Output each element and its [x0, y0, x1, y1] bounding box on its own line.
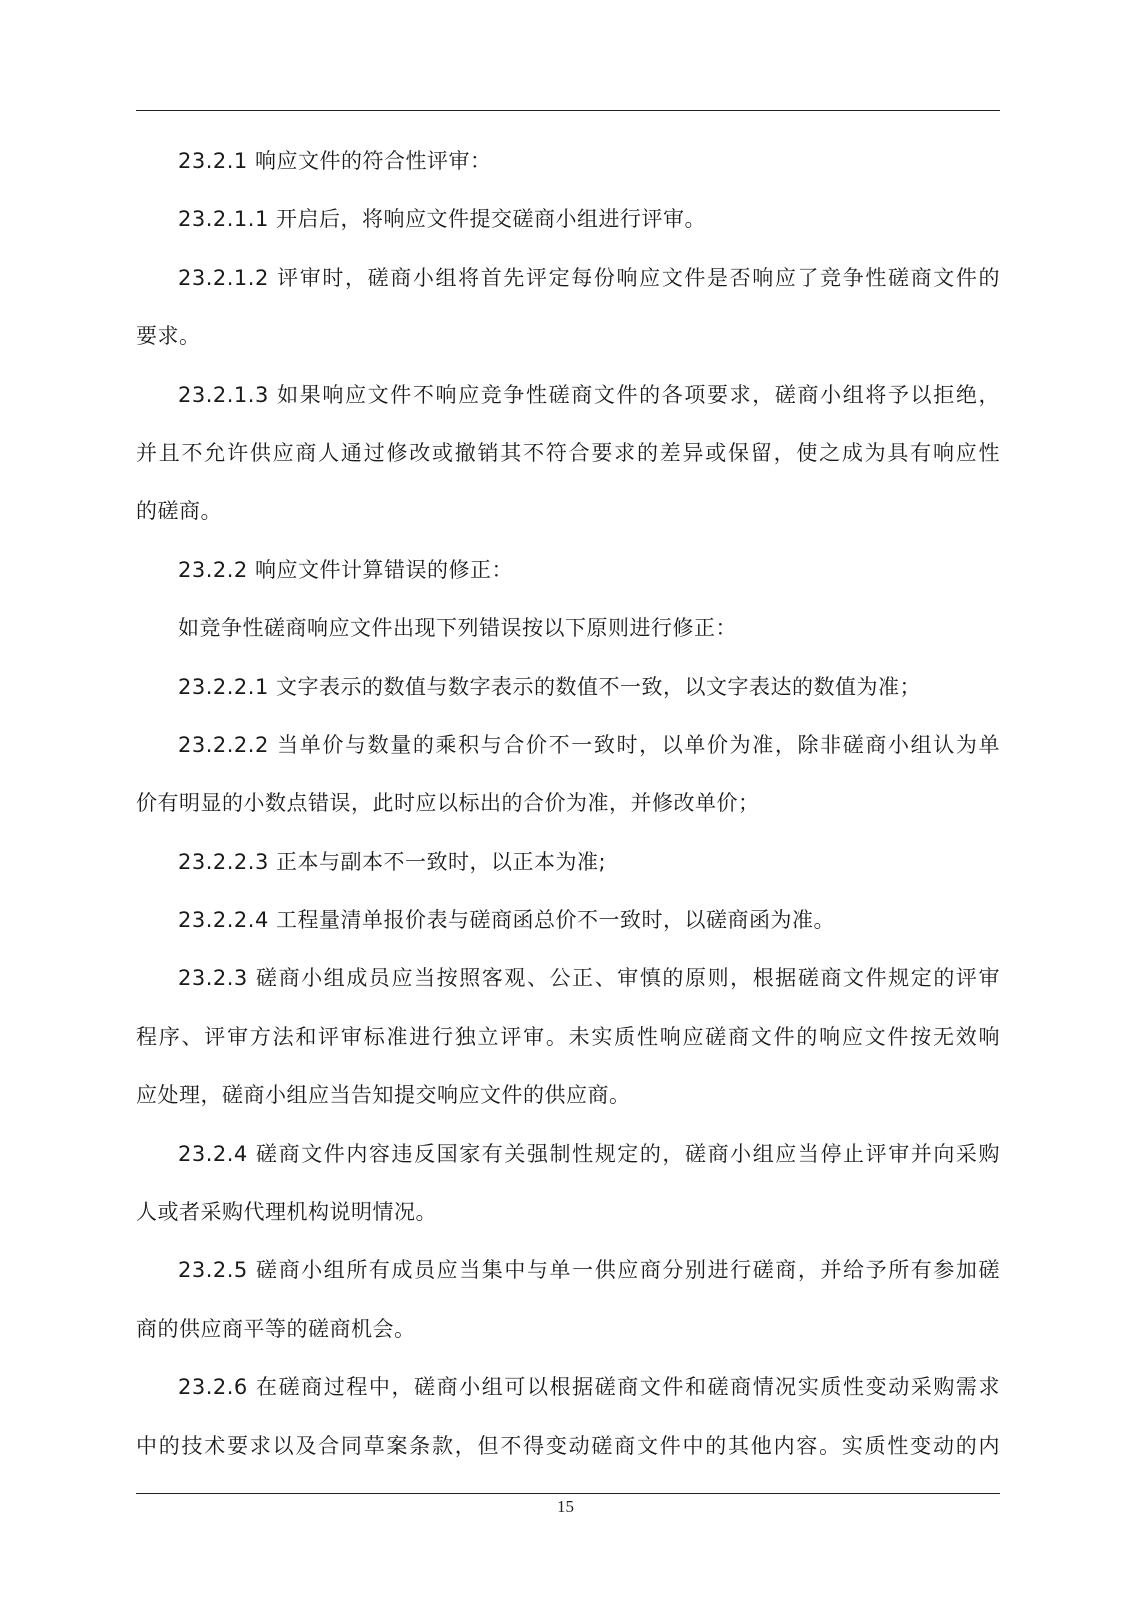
paragraph-23-2-5: [136, 1251, 1000, 1368]
paragraph-correction-intro: [136, 609, 1000, 667]
text-line: 23.2.1.3 如果响应文件不响应竞争性磋商文件的各项要求，磋商小组将予以拒绝，: [178, 382, 1000, 407]
paragraph-23-2-2: [136, 551, 1000, 609]
paragraph-23-2-4: [136, 1135, 1000, 1252]
text-line: 程序、评审方法和评审标准进行独立评审。未实质性响应磋商文件的响应文件按无效响: [136, 1024, 1000, 1049]
text-line: 要求。: [136, 324, 201, 349]
paragraph-23-2-2-3: [136, 843, 1000, 901]
text-line: 23.2.6 在磋商过程中，磋商小组可以根据磋商文件和磋商情况实质性变动采购需求: [178, 1375, 1000, 1400]
text-line: 的磋商。: [136, 499, 222, 524]
text-line: 23.2.2.1 文字表示的数值与数字表示的数值不一致，以文字表达的数值为准；: [178, 674, 922, 699]
text-line: 23.2.4 磋商文件内容违反国家有关强制性规定的，磋商小组应当停止评审并向采购: [178, 1141, 1000, 1166]
text-line: 如竞争性磋商响应文件出现下列错误按以下原则进行修正：: [178, 616, 737, 641]
paragraph-23-2-2-2: [136, 726, 1000, 843]
text-line: 商的供应商平等的磋商机会。: [136, 1316, 416, 1341]
text-line: 应处理，磋商小组应当告知提交响应文件的供应商。: [136, 1083, 631, 1108]
page-number: 15: [557, 1497, 574, 1516]
paragraph-23-2-1-1: [136, 200, 1000, 258]
text-line: 23.2.3 磋商小组成员应当按照客观、公正、审慎的原则，根据磋商文件规定的评审: [178, 966, 1000, 991]
footer-rule: [136, 1493, 1000, 1494]
paragraph-23-2-2-1: [136, 668, 1000, 726]
header-rule: [136, 110, 1000, 111]
paragraph-23-2-1-3: [136, 376, 1000, 551]
text-line: 23.2.2 响应文件计算错误的修正：: [178, 557, 513, 582]
text-line: 并且不允许供应商人通过修改或撤销其不符合要求的差异或保留，使之成为具有响应性: [136, 440, 1000, 465]
paragraph-23-2-3: [136, 959, 1000, 1134]
paragraph-23-2-1-2: [136, 259, 1000, 376]
paragraph-23-2-1: [136, 142, 1000, 200]
document-body: [136, 142, 1000, 1485]
text-line: 中的技术要求以及合同草案条款，但不得变动磋商文件中的其他内容。实质性变动的内: [136, 1433, 1000, 1458]
text-line: 23.2.1.1 开启后，将响应文件提交磋商小组进行评审。: [178, 207, 707, 232]
text-line: 人或者采购代理机构说明情况。: [136, 1200, 437, 1225]
paragraph-23-2-2-4: [136, 901, 1000, 959]
text-line: 价有明显的小数点错误，此时应以标出的合价为准，并修改单价；: [136, 791, 760, 816]
text-line: 23.2.2.2 当单价与数量的乘积与合价不一致时，以单价为准，除非磋商小组认为单: [178, 732, 1000, 757]
text-line: 23.2.1 响应文件的符合性评审：: [178, 149, 492, 173]
text-line: 23.2.2.4 工程量清单报价表与磋商函总价不一致时，以磋商函为准。: [178, 908, 836, 933]
text-line: 23.2.1.2 评审时，磋商小组将首先评定每份响应文件是否响应了竞争性磋商文件的: [178, 265, 1000, 290]
paragraph-23-2-6: [136, 1368, 1000, 1485]
text-line: 23.2.2.3 正本与副本不一致时，以正本为准;: [178, 849, 607, 874]
text-line: 23.2.5 磋商小组所有成员应当集中与单一供应商分别进行磋商，并给予所有参加磋: [178, 1258, 1000, 1283]
